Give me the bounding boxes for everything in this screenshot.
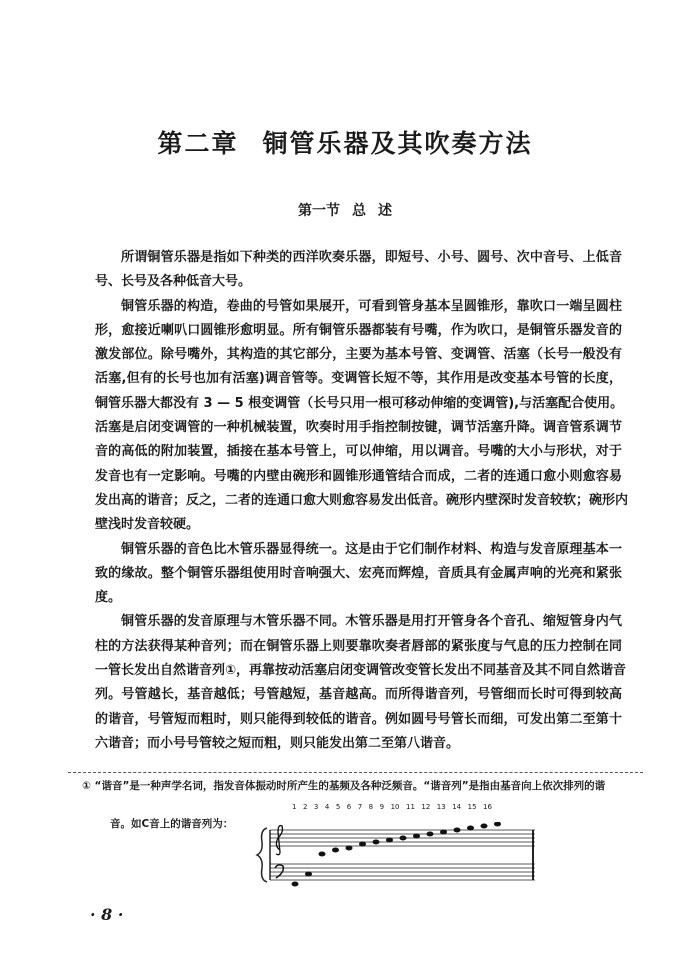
note-head [494, 822, 501, 827]
note-head [386, 838, 393, 843]
harmonic-number: 10 [390, 803, 400, 811]
paragraph-line: 所谓铜管乐器是指如下种类的西洋吹奏乐器，即短号、小号、圆号、次中音号、上低音 [121, 250, 622, 265]
paragraph-line: 激发部位。除号嘴外，其构造的其它部分，主要为基本号管、变调管、活塞（长号一般没有 [95, 347, 622, 363]
paragraph-line: 列。号管越长，基音越低；号管越短，基音越高。而所得谐音列，号管细而长时可得到较高 [95, 687, 622, 703]
note-head [440, 830, 447, 835]
chapter-name: 铜管乐器及其吹奏方法 [262, 129, 533, 158]
footnote-line: ① “谐音”是一种声学名词，指发音体振动时所产生的基频及各种泛频音。“谐音列”是指由基音向上依次排列的谐 [82, 780, 606, 792]
paragraph-line: 号、长号及各种低音大号。 [95, 274, 252, 290]
section-word: 述 [378, 203, 392, 219]
harmonic-number: 13 [436, 803, 446, 811]
note-head [467, 826, 474, 831]
paragraph-line: 活塞是启闭变调管的一种机械装置，吹奏时用手指控制按键，调节活塞升降。调音管系调节 [95, 420, 622, 436]
harmonic-number: 1 [292, 803, 297, 811]
note-head [454, 828, 461, 833]
harmonic-number: 11 [405, 803, 415, 811]
note-head [359, 842, 366, 847]
note-head [346, 846, 353, 851]
harmonic-number: 5 [335, 803, 341, 811]
harmonic-number: 15 [467, 803, 477, 811]
harmonic-number: 2 [302, 803, 308, 811]
note-head [332, 848, 339, 853]
harmonic-number: 6 [346, 803, 352, 811]
paragraph-line: 铜管乐器大都没有 3 — 5 根变调管（长号只用一根可移动伸缩的变调管),与活塞配合使用。 [95, 395, 624, 411]
paragraph-line: 铜管乐器的音色比木管乐器显得统一。这是由于它们制作材料、构造与发音原理基本一 [121, 541, 622, 557]
paragraph-line: 致的缘故。整个铜管乐器组使用时音响强大、宏亮而辉煌，音质具有金属声响的光亮和紧张 [95, 565, 622, 581]
note-head [292, 882, 299, 887]
harmonic-series-staff [240, 822, 540, 892]
harmonic-number: 14 [452, 803, 462, 811]
paragraph-line: 六谐音；而小号号管较之短而粗，则只能发出第二至第八谐音。 [95, 735, 460, 751]
paragraph-line: 发音也有一定影响。号嘴的内壁由碗形和圆锥形通管结合而成，二者的连通口愈小则愈容易 [95, 468, 622, 484]
harmonic-number: 4 [324, 803, 330, 811]
note-head [319, 852, 326, 857]
harmonic-number: 16 [483, 803, 492, 811]
paragraph-line: 壁浅时发音较硬。 [95, 517, 200, 533]
paragraph-line: 的谐音，号管短而粗时，则只能得到较低的谐音。例如圆号号管长而细，可发出第二至第十 [95, 711, 622, 727]
harmonic-numbers [292, 803, 492, 811]
note-head [400, 836, 407, 841]
paragraph-line: 音的高低的附加装置，插接在基本号管上，可以伸缩，用以调音。号嘴的大小与形状，对于 [95, 444, 622, 460]
section-title [0, 200, 690, 220]
note-head [427, 832, 434, 837]
chapter-number: 第二章 [157, 129, 239, 158]
footnote-line: 音。如C音上的谐音列为： [110, 818, 234, 830]
paragraph-line: 度。 [95, 590, 122, 606]
note-head [305, 872, 312, 877]
section-number: 第一节 [298, 203, 340, 219]
brace-icon [257, 828, 267, 882]
harmonic-number: 9 [379, 803, 385, 811]
paragraph-line: 活塞,但有的长号也加有活塞)调音管等。变调管长短不等，其作用是改变基本号管的长度， [95, 371, 622, 387]
paragraph-line: 形，愈接近喇叭口圆锥形愈明显。所有铜管乐器都装有号嘴，作为吹口，是铜管乐器发音的 [95, 322, 622, 338]
body-text [95, 246, 629, 756]
note-head [373, 840, 380, 845]
paragraph-line: 柱的方法获得某种音列；而在铜管乐器上则要靠吹奏者唇部的紧张度与气息的压力控制在同 [95, 638, 622, 654]
harmonic-number: 8 [368, 803, 374, 811]
paragraph-line: 一管长发出自然谐音列①，再靠按动活塞启闭变调管改变管长发出不同基音及其不同自然谐音 [95, 663, 627, 679]
page-number: · 8 · [90, 905, 124, 924]
section-word: 总 [352, 203, 366, 219]
harmonic-number: 12 [421, 803, 431, 811]
note-head [413, 834, 420, 839]
note-head [481, 824, 488, 829]
footnote-divider [68, 772, 643, 773]
harmonic-number: 3 [313, 803, 319, 811]
paragraph-line: 发出高的谐音；反之，二者的连通口愈大则愈容易发出低音。碗形内壁深时发音较软；碗形内 [95, 492, 629, 508]
harmonic-number: 7 [357, 803, 363, 811]
chapter-title [0, 124, 690, 160]
paragraph-line: 铜管乐器的发音原理与木管乐器不同。木管乐器是用打开管身各个音孔、缩短管身内气 [121, 614, 622, 630]
paragraph-line: 铜管乐器的构造，卷曲的号管如果展开，可看到管身基本呈圆锥形，靠吹口一端呈圆柱 [121, 298, 622, 314]
